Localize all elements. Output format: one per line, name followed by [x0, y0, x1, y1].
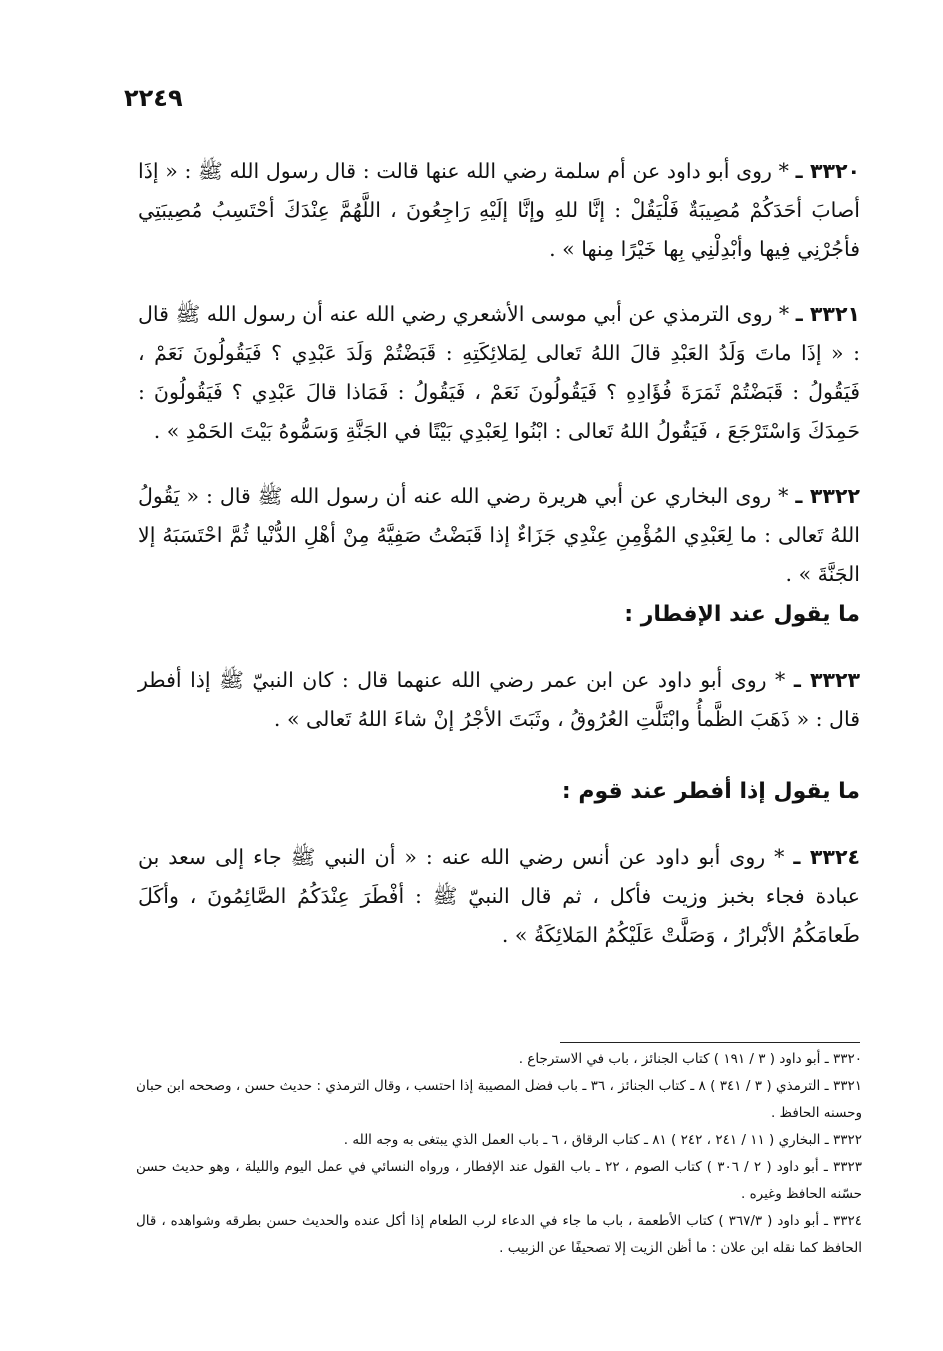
- hadith-text: * روى البخاري عن أبي هريرة رضي الله عنه أن رسول الله ﷺ قال : « يَقُولُ اللهُ تَعالى : ما لِعَبْدِي المُؤْمِنِ عِنْدِي جَزَاءٌ إذا قَبَضْتُ صَفِيَّهُ مِنْ أهْلِ الدُّنْيا ثُمَّ احْتَسَبَهُ إلا الجَنَّةَ » .: [138, 484, 860, 586]
- hadith-number: ٣٣٢٠ ـ: [795, 159, 860, 183]
- hadith-number: ٣٣٢٢ ـ: [795, 484, 860, 508]
- footnote-divider: [560, 1042, 860, 1043]
- section-heading-iftar-with-people: ما يقول إذا أفطر عند قوم :: [561, 779, 860, 804]
- hadith-number: ٣٣٢٤ ـ: [793, 845, 860, 869]
- page-body: [138, 152, 860, 981]
- hadith-text: * روى الترمذي عن أبي موسى الأشعري رضي الله عنه أن رسول الله ﷺ قال : « إذَا ماتَ وَلَدُ العَبْدِ قالَ اللهُ تَعالى لِمَلائِكَتِهِ : قَبَضْتُمْ وَلَدَ عَبْدِي ؟ فَيَقُولُونَ نَعَمْ ، فَيَقُولُ : قَبَضْتُمْ ثَمَرَةَ فُؤَادِهِ ؟ فَيَقُولُونَ نَعَمْ ، فَيَقُولُ : فَمَاذا قالَ عَبْدِي ؟ فَيَقُولُونَ : حَمِدَكَ وَاسْتَرْجَعَ ، فَيَقُولُ اللهُ تَعالى : ابْنُوا لِعَبْدِي بَيْتًا في الجَنَّةِ وَسَمُّوهُ بَيْتَ الحَمْدِ » .: [138, 302, 860, 443]
- hadith-number: ٣٣٢٣ ـ: [793, 668, 860, 692]
- hadith-text: * روى أبو داود عن أم سلمة رضي الله عنها قالت : قال رسول الله ﷺ : « إذَا أصابَ أحَدَكُمْ مُصِيبَةٌ فَلْيَقُلْ : إنَّا للهِ وإنَّا إلَيْهِ رَاجِعُونَ ، اللَّهُمَّ عِنْدَكَ أحْتَسِبُ مُصِيبَتِي فأجُرْنِي فِيها وأبْدِلْنِي بِها خَيْرًا مِنها » .: [138, 159, 860, 261]
- hadith-3320: [138, 152, 860, 269]
- hadith-text: * روى أبو داود عن ابن عمر رضي الله عنهما قال : كان النبيّ ﷺ إذا أفطر قال : « ذَهَبَ الظَّمأُ وابْتَلَّتِ العُرُوقُ ، وثَبَتَ الأجْرُ إنْ شاءَ اللهُ تَعالى » .: [138, 668, 860, 731]
- page-number: ٢٢٤٩: [124, 84, 183, 112]
- hadith-3322: [138, 477, 860, 594]
- section-heading-iftar: ما يقول عند الإفطار :: [624, 602, 860, 627]
- footnote-3322: ٣٣٢٢ ـ البخاري ( ١١ / ٢٤١ ، ٢٤٢ ) ٨١ ـ كتاب الرقاق ، ٦ ـ باب العمل الذي يبتغى به وجه الله .: [343, 1132, 862, 1148]
- hadith-number: ٣٣٢١ ـ: [795, 302, 860, 326]
- footnote-3321: ٣٣٢١ ـ الترمذي ( ٣ / ٣٤١ ) ٨ ـ كتاب الجنائز ، ٣٦ ـ باب فضل المصيبة إذا احتسب ، وقال الترمذي : حديث حسن ، وصححه ابن حبان وحسنه الحافظ .: [136, 1078, 862, 1121]
- hadith-3323: [138, 661, 860, 739]
- footnote-3320: ٣٣٢٠ ـ أبو داود ( ٣ / ١٩١ ) كتاب الجنائز ، باب في الاسترجاع .: [518, 1051, 862, 1067]
- footnote-3324: ٣٣٢٤ ـ أبو داود ( ٣٦٧/٣ ) كتاب الأطعمة ، باب ما جاء في الدعاء لرب الطعام إذا أكل عنده والحديث حسن بطرقه وشواهده ، قال الحافظ كما نقله ابن علان : ما أظن الزيت إلا تصحيفًا عن الزبيب .: [136, 1213, 862, 1256]
- hadith-text: * روى أبو داود عن أنس رضي الله عنه : « أن النبي ﷺ جاء إلى سعد بن عبادة فجاء بخبز وزيت فأكل ، ثم قال النبيّ ﷺ : أفْطَرَ عِنْدَكُمُ الصَّائِمُونَ ، وأكَلَ طَعامَكُمُ الأبْرارُ ، وَصَلَّتْ عَلَيْكُمُ المَلائِكَةُ » .: [138, 845, 860, 947]
- footnotes: [136, 1046, 862, 1262]
- hadith-3324: [138, 838, 860, 955]
- hadith-3321: [138, 295, 860, 451]
- footnote-3323: ٣٣٢٣ ـ أبو داود ( ٢ / ٣٠٦ ) كتاب الصوم ، ٢٢ ـ باب القول عند الإفطار ، ورواه النسائي في عمل اليوم والليلة ، وهو حديث حسن حسّنه الحافظ وغيره .: [136, 1159, 862, 1202]
